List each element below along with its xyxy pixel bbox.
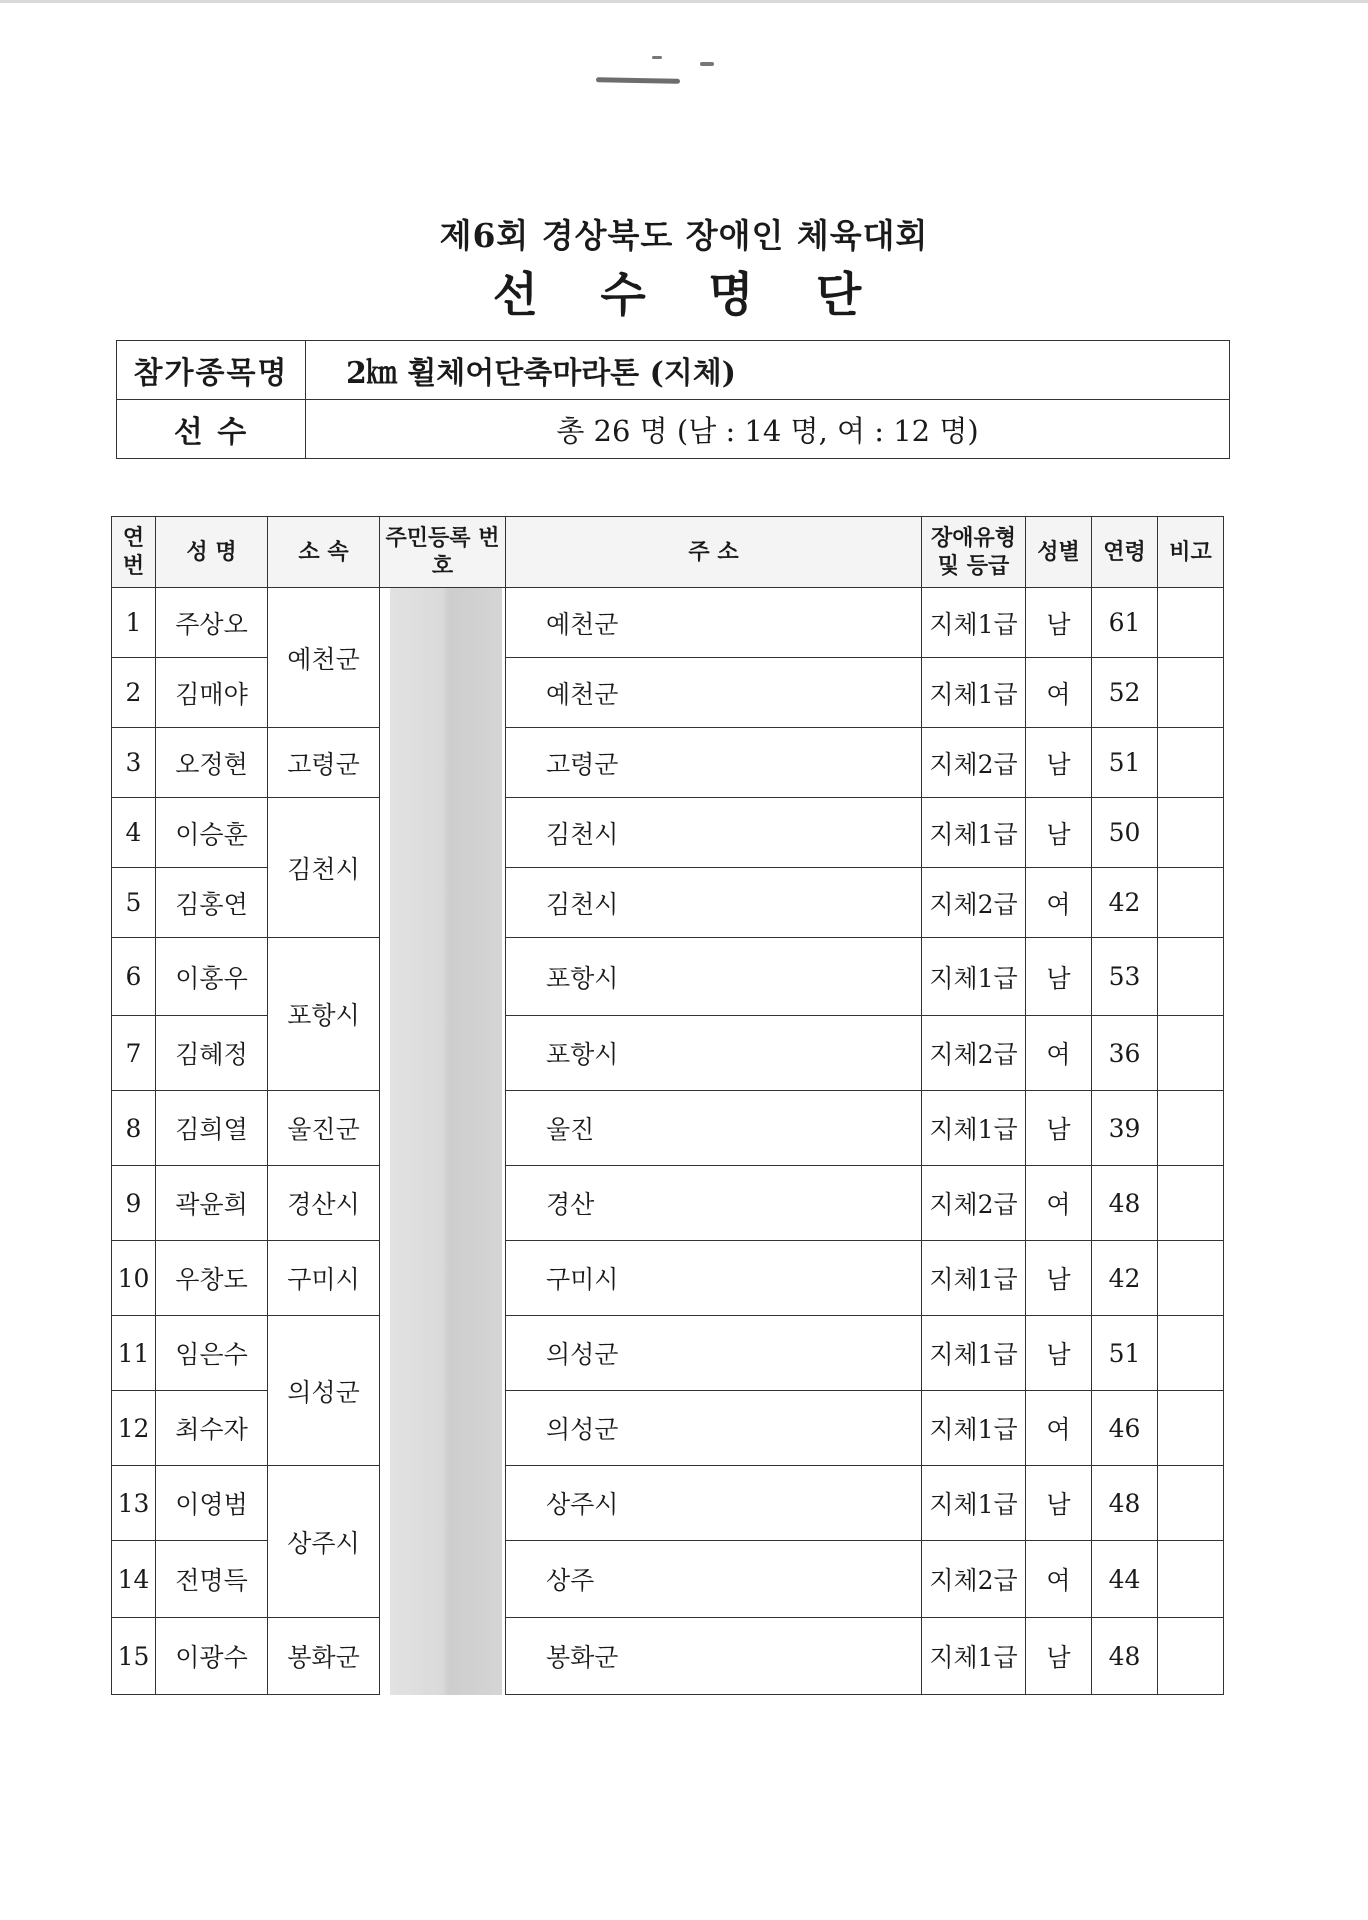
player-gender: 남 [1026, 1316, 1092, 1391]
player-address: 고령군 [506, 728, 922, 798]
player-note [1158, 1091, 1224, 1166]
player-affiliation: 상주시 [268, 1466, 380, 1618]
table-row [112, 1166, 1224, 1241]
player-note [1158, 588, 1224, 658]
player-name: 이광수 [156, 1618, 268, 1695]
player-disability: 지체1급 [922, 588, 1026, 658]
event-info-table [116, 340, 1230, 459]
player-affiliation: 고령군 [268, 728, 380, 798]
row-no: 10 [112, 1241, 156, 1316]
row-no: 3 [112, 728, 156, 798]
player-affiliation: 구미시 [268, 1241, 380, 1316]
table-row [112, 1241, 1224, 1316]
player-age: 51 [1092, 728, 1158, 798]
player-disability: 지체1급 [922, 1316, 1026, 1391]
header-rrn: 주민등록 번 호 [380, 517, 506, 588]
player-gender: 여 [1026, 1541, 1092, 1618]
row-no: 4 [112, 798, 156, 868]
table-row [112, 798, 1224, 868]
player-age: 51 [1092, 1316, 1158, 1391]
rrn-blur-block [390, 588, 502, 1695]
row-no: 13 [112, 1466, 156, 1541]
player-disability: 지체2급 [922, 728, 1026, 798]
player-address: 경산 [506, 1166, 922, 1241]
player-disability: 지체2급 [922, 1016, 1026, 1091]
player-gender: 남 [1026, 1241, 1092, 1316]
player-affiliation: 경산시 [268, 1166, 380, 1241]
player-address: 구미시 [506, 1241, 922, 1316]
player-age: 52 [1092, 658, 1158, 728]
player-gender: 남 [1026, 938, 1092, 1016]
scan-dot [652, 56, 662, 59]
player-name: 김매야 [156, 658, 268, 728]
player-gender: 남 [1026, 1466, 1092, 1541]
header-note: 비고 [1158, 517, 1224, 588]
row-no: 7 [112, 1016, 156, 1091]
table-row [112, 728, 1224, 798]
roster-header-row [112, 517, 1224, 588]
player-name: 우창도 [156, 1241, 268, 1316]
player-disability: 지체2급 [922, 868, 1026, 938]
player-address: 예천군 [506, 588, 922, 658]
player-gender: 남 [1026, 1618, 1092, 1695]
player-age: 48 [1092, 1166, 1158, 1241]
player-name: 최수자 [156, 1391, 268, 1466]
player-name: 김혜정 [156, 1016, 268, 1091]
player-age: 61 [1092, 588, 1158, 658]
player-disability: 지체1급 [922, 938, 1026, 1016]
header-gender: 성별 [1026, 517, 1092, 588]
player-age: 42 [1092, 1241, 1158, 1316]
player-address: 상주시 [506, 1466, 922, 1541]
player-gender: 남 [1026, 728, 1092, 798]
player-note [1158, 1466, 1224, 1541]
player-gender: 남 [1026, 588, 1092, 658]
row-no: 12 [112, 1391, 156, 1466]
player-disability: 지체1급 [922, 1618, 1026, 1695]
player-note [1158, 1316, 1224, 1391]
player-address: 의성군 [506, 1316, 922, 1391]
player-affiliation: 예천군 [268, 588, 380, 728]
player-age: 42 [1092, 868, 1158, 938]
player-gender: 여 [1026, 658, 1092, 728]
player-disability: 지체1급 [922, 1391, 1026, 1466]
player-address: 포항시 [506, 1016, 922, 1091]
document-title: 제6회 경상북도 장애인 체육대회 [439, 216, 929, 255]
player-gender: 여 [1026, 1016, 1092, 1091]
table-row [112, 1316, 1224, 1391]
player-affiliation: 의성군 [268, 1316, 380, 1466]
player-note [1158, 658, 1224, 728]
player-note [1158, 1016, 1224, 1091]
event-value: 2㎞ 휠체어단축마라톤 (지체) [306, 341, 1230, 400]
table-row [112, 938, 1224, 1016]
player-address: 봉화군 [506, 1618, 922, 1695]
player-affiliation: 김천시 [268, 798, 380, 938]
player-address: 의성군 [506, 1391, 922, 1466]
player-name: 김희열 [156, 1091, 268, 1166]
player-age: 44 [1092, 1541, 1158, 1618]
player-address: 포항시 [506, 938, 922, 1016]
event-label: 참가종목명 [117, 341, 306, 400]
header-age: 연령 [1092, 517, 1158, 588]
row-no: 15 [112, 1618, 156, 1695]
header-disability: 장애유형 및 등급 [922, 517, 1026, 588]
header-address: 주 소 [506, 517, 922, 588]
row-no: 2 [112, 658, 156, 728]
player-gender: 여 [1026, 1166, 1092, 1241]
player-name: 임은수 [156, 1316, 268, 1391]
player-name: 주상오 [156, 588, 268, 658]
player-gender: 여 [1026, 868, 1092, 938]
player-note [1158, 1618, 1224, 1695]
player-note [1158, 798, 1224, 868]
player-note [1158, 868, 1224, 938]
player-name: 이홍우 [156, 938, 268, 1016]
player-age: 46 [1092, 1391, 1158, 1466]
row-no: 5 [112, 868, 156, 938]
players-total: 총 26 명 (남 : 14 명, 여 : 12 명) [306, 400, 1230, 459]
scan-dot [700, 62, 714, 66]
player-gender: 남 [1026, 798, 1092, 868]
player-name: 오정현 [156, 728, 268, 798]
table-row [112, 588, 1224, 658]
header-name: 성 명 [156, 517, 268, 588]
roster-table [111, 516, 1224, 1695]
player-note [1158, 938, 1224, 1016]
player-disability: 지체1급 [922, 658, 1026, 728]
player-name: 이영범 [156, 1466, 268, 1541]
row-no: 8 [112, 1091, 156, 1166]
player-affiliation: 울진군 [268, 1091, 380, 1166]
table-row [112, 1466, 1224, 1541]
rrn-redacted [380, 588, 506, 1695]
player-affiliation: 포항시 [268, 938, 380, 1091]
player-address: 상주 [506, 1541, 922, 1618]
player-note [1158, 1166, 1224, 1241]
player-age: 50 [1092, 798, 1158, 868]
player-age: 53 [1092, 938, 1158, 1016]
players-label: 선 수 [117, 400, 306, 459]
player-disability: 지체2급 [922, 1166, 1026, 1241]
player-age: 39 [1092, 1091, 1158, 1166]
table-row [112, 1091, 1224, 1166]
row-no: 9 [112, 1166, 156, 1241]
player-age: 36 [1092, 1016, 1158, 1091]
player-disability: 지체1급 [922, 1091, 1026, 1166]
header-affiliation: 소 속 [268, 517, 380, 588]
player-name: 전명득 [156, 1541, 268, 1618]
player-gender: 남 [1026, 1091, 1092, 1166]
player-address: 김천시 [506, 798, 922, 868]
player-address: 울진 [506, 1091, 922, 1166]
row-no: 6 [112, 938, 156, 1016]
player-note [1158, 1541, 1224, 1618]
player-note [1158, 1241, 1224, 1316]
player-name: 이승훈 [156, 798, 268, 868]
player-note [1158, 1391, 1224, 1466]
header-no: 연 번 [112, 517, 156, 588]
player-disability: 지체1급 [922, 1466, 1026, 1541]
row-no: 11 [112, 1316, 156, 1391]
scan-smudge [596, 77, 680, 83]
player-gender: 여 [1026, 1391, 1092, 1466]
scan-edge [0, 0, 1368, 3]
table-row [112, 1618, 1224, 1695]
player-address: 김천시 [506, 868, 922, 938]
document-subtitle: 선 수 명 단 [492, 268, 876, 323]
player-address: 예천군 [506, 658, 922, 728]
player-disability: 지체1급 [922, 1241, 1026, 1316]
row-no: 14 [112, 1541, 156, 1618]
player-disability: 지체2급 [922, 1541, 1026, 1618]
player-name: 곽윤희 [156, 1166, 268, 1241]
player-age: 48 [1092, 1466, 1158, 1541]
player-name: 김홍연 [156, 868, 268, 938]
player-note [1158, 728, 1224, 798]
row-no: 1 [112, 588, 156, 658]
player-age: 48 [1092, 1618, 1158, 1695]
player-disability: 지체1급 [922, 798, 1026, 868]
player-affiliation: 봉화군 [268, 1618, 380, 1695]
